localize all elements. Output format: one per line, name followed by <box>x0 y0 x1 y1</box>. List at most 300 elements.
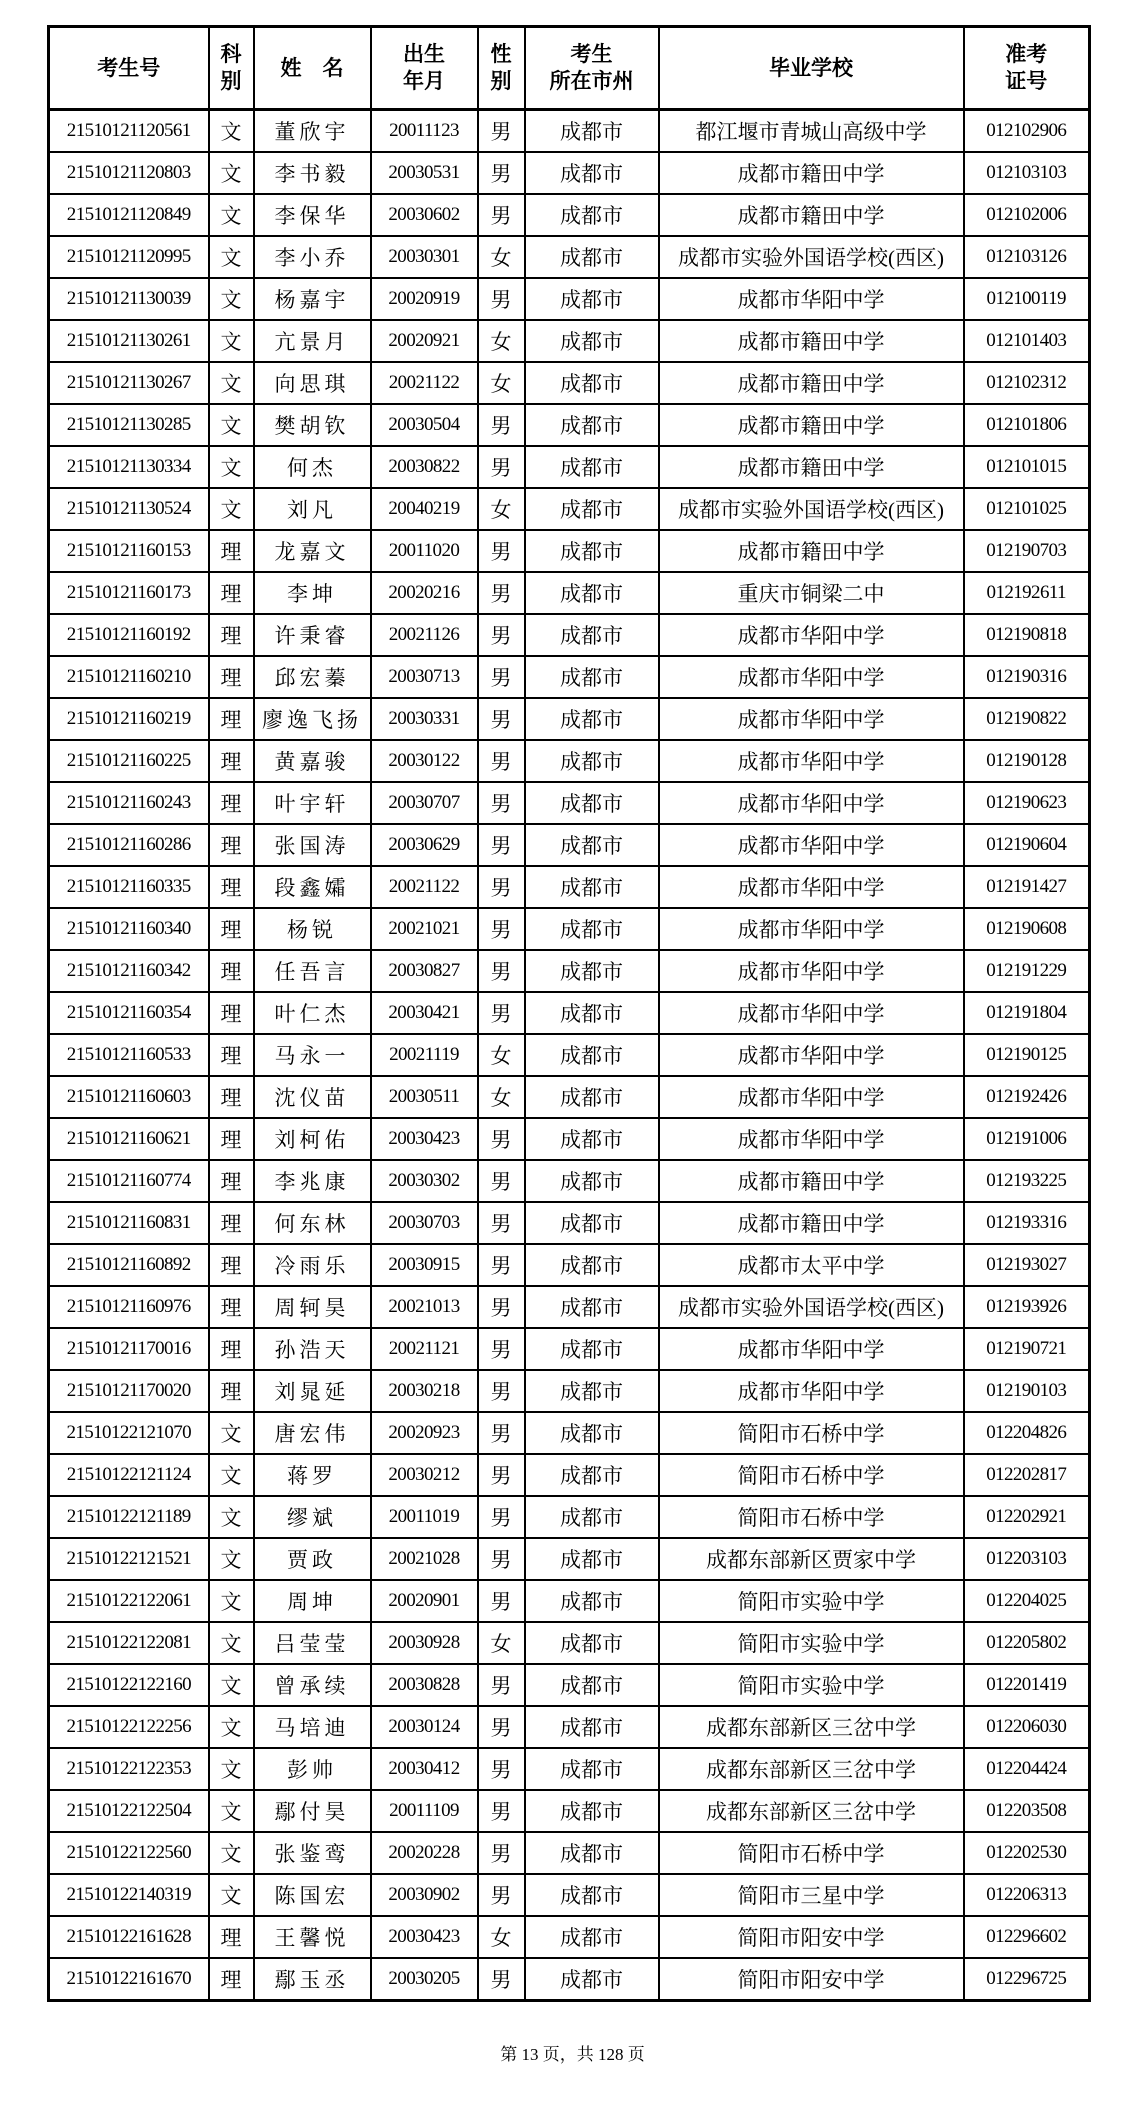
table-row <box>49 824 1090 866</box>
table-row <box>49 1244 1090 1286</box>
cell-gender: 男 <box>478 1244 525 1286</box>
table-row <box>49 362 1090 404</box>
cell-school: 简阳市石桥中学 <box>659 1454 964 1496</box>
header-gender-line2: 别 <box>490 69 512 93</box>
cell-ticket: 012101403 <box>964 320 1090 362</box>
cell-ticket: 012190103 <box>964 1370 1090 1412</box>
cell-ticket: 012103126 <box>964 236 1090 278</box>
cell-city: 成都市 <box>525 320 659 362</box>
cell-name: 刘柯佑 <box>254 1118 371 1160</box>
cell-exam-number: 21510121160976 <box>49 1286 209 1328</box>
cell-exam-number: 21510122122061 <box>49 1580 209 1622</box>
cell-city: 成都市 <box>525 1790 659 1832</box>
cell-name: 龙嘉文 <box>254 530 371 572</box>
header-school: 毕业学校 <box>659 27 964 110</box>
table-row <box>49 1622 1090 1664</box>
cell-school: 成都市华阳中学 <box>659 1076 964 1118</box>
cell-name: 李书毅 <box>254 152 371 194</box>
cell-exam-number: 21510121130285 <box>49 404 209 446</box>
table-row <box>49 1118 1090 1160</box>
cell-birth: 20011019 <box>371 1496 478 1538</box>
cell-exam-number: 21510121170016 <box>49 1328 209 1370</box>
table-row <box>49 1832 1090 1874</box>
cell-exam-number: 21510122122353 <box>49 1748 209 1790</box>
cell-school: 简阳市石桥中学 <box>659 1832 964 1874</box>
cell-birth: 20030423 <box>371 1916 478 1958</box>
cell-gender: 女 <box>478 320 525 362</box>
cell-name: 许秉睿 <box>254 614 371 656</box>
cell-gender: 男 <box>478 950 525 992</box>
cell-name: 樊胡钦 <box>254 404 371 446</box>
cell-ticket: 012191427 <box>964 866 1090 908</box>
cell-city: 成都市 <box>525 1286 659 1328</box>
cell-school: 成都市籍田中学 <box>659 362 964 404</box>
cell-name: 周轲昊 <box>254 1286 371 1328</box>
table-row <box>49 1958 1090 2001</box>
cell-city: 成都市 <box>525 236 659 278</box>
header-subject <box>209 27 254 110</box>
cell-city: 成都市 <box>525 740 659 782</box>
table-row <box>49 1706 1090 1748</box>
cell-gender: 女 <box>478 1034 525 1076</box>
cell-city: 成都市 <box>525 404 659 446</box>
cell-subject: 理 <box>209 1244 254 1286</box>
table-body <box>49 110 1090 2001</box>
cell-birth: 20021126 <box>371 614 478 656</box>
header-subject-line1: 科 <box>220 42 242 66</box>
cell-exam-number: 21510121160533 <box>49 1034 209 1076</box>
cell-birth: 20030302 <box>371 1160 478 1202</box>
cell-birth: 20030212 <box>371 1454 478 1496</box>
cell-gender: 男 <box>478 992 525 1034</box>
cell-city: 成都市 <box>525 698 659 740</box>
table-row <box>49 572 1090 614</box>
cell-birth: 20030511 <box>371 1076 478 1118</box>
cell-gender: 男 <box>478 1748 525 1790</box>
cell-exam-number: 21510121160335 <box>49 866 209 908</box>
cell-city: 成都市 <box>525 614 659 656</box>
cell-ticket: 012191804 <box>964 992 1090 1034</box>
cell-city: 成都市 <box>525 1958 659 2001</box>
cell-city: 成都市 <box>525 1664 659 1706</box>
cell-city: 成都市 <box>525 152 659 194</box>
cell-school: 成都东部新区三岔中学 <box>659 1790 964 1832</box>
cell-exam-number: 21510121160340 <box>49 908 209 950</box>
cell-school: 成都市华阳中学 <box>659 1328 964 1370</box>
cell-subject: 理 <box>209 1916 254 1958</box>
cell-city: 成都市 <box>525 1076 659 1118</box>
cell-school: 成都市华阳中学 <box>659 1034 964 1076</box>
table-row <box>49 1370 1090 1412</box>
cell-exam-number: 21510121120561 <box>49 110 209 153</box>
cell-subject: 文 <box>209 1496 254 1538</box>
cell-gender: 男 <box>478 1664 525 1706</box>
cell-exam-number: 21510121130524 <box>49 488 209 530</box>
table-row <box>49 1412 1090 1454</box>
header-gender <box>478 27 525 110</box>
cell-gender: 女 <box>478 1916 525 1958</box>
cell-name: 吕莹莹 <box>254 1622 371 1664</box>
table-row <box>49 152 1090 194</box>
cell-school: 成都市籍田中学 <box>659 152 964 194</box>
cell-school: 成都市华阳中学 <box>659 278 964 320</box>
cell-birth: 20030828 <box>371 1664 478 1706</box>
cell-gender: 男 <box>478 1328 525 1370</box>
cell-city: 成都市 <box>525 1454 659 1496</box>
table-row <box>49 1202 1090 1244</box>
cell-birth: 20011109 <box>371 1790 478 1832</box>
cell-ticket: 012190721 <box>964 1328 1090 1370</box>
table-row <box>49 1916 1090 1958</box>
table-row <box>49 320 1090 362</box>
cell-exam-number: 21510121160603 <box>49 1076 209 1118</box>
cell-subject: 文 <box>209 1874 254 1916</box>
cell-name: 缪斌 <box>254 1496 371 1538</box>
table-row <box>49 698 1090 740</box>
cell-exam-number: 21510121160892 <box>49 1244 209 1286</box>
cell-ticket: 012101015 <box>964 446 1090 488</box>
cell-name: 唐宏伟 <box>254 1412 371 1454</box>
cell-gender: 男 <box>478 1286 525 1328</box>
cell-birth: 20021028 <box>371 1538 478 1580</box>
admission-list-table <box>47 25 1091 2002</box>
cell-school: 成都市华阳中学 <box>659 698 964 740</box>
cell-subject: 理 <box>209 572 254 614</box>
cell-birth: 20021121 <box>371 1328 478 1370</box>
header-exam-number: 考生号 <box>49 27 209 110</box>
cell-ticket: 012190703 <box>964 530 1090 572</box>
cell-name: 王馨悦 <box>254 1916 371 1958</box>
header-name: 姓 名 <box>254 27 371 110</box>
cell-name: 何杰 <box>254 446 371 488</box>
cell-exam-number: 21510121160153 <box>49 530 209 572</box>
cell-subject: 文 <box>209 1412 254 1454</box>
cell-birth: 20030504 <box>371 404 478 446</box>
cell-school: 成都市太平中学 <box>659 1244 964 1286</box>
table-row <box>49 1874 1090 1916</box>
cell-exam-number: 21510121130039 <box>49 278 209 320</box>
cell-birth: 20030915 <box>371 1244 478 1286</box>
cell-subject: 文 <box>209 488 254 530</box>
cell-subject: 文 <box>209 446 254 488</box>
cell-subject: 理 <box>209 656 254 698</box>
cell-subject: 理 <box>209 1076 254 1118</box>
cell-ticket: 012191229 <box>964 950 1090 992</box>
cell-exam-number: 21510121160774 <box>49 1160 209 1202</box>
table-row <box>49 530 1090 572</box>
cell-exam-number: 21510122122081 <box>49 1622 209 1664</box>
cell-school: 简阳市实验中学 <box>659 1664 964 1706</box>
cell-gender: 男 <box>478 1202 525 1244</box>
cell-gender: 男 <box>478 1832 525 1874</box>
cell-gender: 男 <box>478 1580 525 1622</box>
cell-name: 鄢玉丞 <box>254 1958 371 2001</box>
cell-name: 刘晁延 <box>254 1370 371 1412</box>
table-row <box>49 1076 1090 1118</box>
cell-exam-number: 21510122122256 <box>49 1706 209 1748</box>
cell-gender: 男 <box>478 866 525 908</box>
cell-subject: 文 <box>209 362 254 404</box>
cell-gender: 男 <box>478 278 525 320</box>
cell-city: 成都市 <box>525 1706 659 1748</box>
cell-ticket: 012203508 <box>964 1790 1090 1832</box>
cell-name: 沈仪苗 <box>254 1076 371 1118</box>
cell-name: 贾政 <box>254 1538 371 1580</box>
cell-ticket: 012193316 <box>964 1202 1090 1244</box>
cell-city: 成都市 <box>525 1496 659 1538</box>
cell-school: 简阳市石桥中学 <box>659 1496 964 1538</box>
cell-gender: 男 <box>478 656 525 698</box>
cell-ticket: 012201419 <box>964 1664 1090 1706</box>
cell-birth: 20030703 <box>371 1202 478 1244</box>
cell-subject: 文 <box>209 1454 254 1496</box>
cell-birth: 20030531 <box>371 152 478 194</box>
cell-gender: 男 <box>478 1874 525 1916</box>
cell-ticket: 012204025 <box>964 1580 1090 1622</box>
cell-name: 李坤 <box>254 572 371 614</box>
cell-ticket: 012191006 <box>964 1118 1090 1160</box>
cell-school: 成都市籍田中学 <box>659 1160 964 1202</box>
cell-exam-number: 21510121160286 <box>49 824 209 866</box>
cell-gender: 女 <box>478 488 525 530</box>
table-row <box>49 782 1090 824</box>
cell-city: 成都市 <box>525 1874 659 1916</box>
cell-name: 鄢付昊 <box>254 1790 371 1832</box>
cell-city: 成都市 <box>525 782 659 824</box>
table-row <box>49 950 1090 992</box>
cell-exam-number: 21510121160354 <box>49 992 209 1034</box>
cell-school: 成都市华阳中学 <box>659 950 964 992</box>
cell-city: 成都市 <box>525 1580 659 1622</box>
cell-ticket: 012193926 <box>964 1286 1090 1328</box>
cell-name: 廖逸飞扬 <box>254 698 371 740</box>
cell-subject: 文 <box>209 1538 254 1580</box>
cell-name: 马永一 <box>254 1034 371 1076</box>
cell-city: 成都市 <box>525 446 659 488</box>
cell-school: 成都市籍田中学 <box>659 194 964 236</box>
table-row <box>49 1034 1090 1076</box>
cell-name: 李小乔 <box>254 236 371 278</box>
cell-name: 曾承续 <box>254 1664 371 1706</box>
table-row <box>49 1160 1090 1202</box>
table-row <box>49 236 1090 278</box>
cell-name: 向思琪 <box>254 362 371 404</box>
table-row <box>49 278 1090 320</box>
cell-gender: 男 <box>478 1790 525 1832</box>
table-row <box>49 1328 1090 1370</box>
cell-exam-number: 21510121160243 <box>49 782 209 824</box>
cell-name: 叶仁杰 <box>254 992 371 1034</box>
cell-name: 杨嘉宇 <box>254 278 371 320</box>
cell-exam-number: 21510121160621 <box>49 1118 209 1160</box>
cell-city: 成都市 <box>525 1370 659 1412</box>
cell-school: 简阳市阳安中学 <box>659 1958 964 2001</box>
cell-gender: 男 <box>478 740 525 782</box>
cell-gender: 男 <box>478 1412 525 1454</box>
cell-school: 成都市实验外国语学校(西区) <box>659 1286 964 1328</box>
cell-subject: 理 <box>209 782 254 824</box>
cell-exam-number: 21510121160831 <box>49 1202 209 1244</box>
cell-birth: 20030707 <box>371 782 478 824</box>
cell-school: 简阳市石桥中学 <box>659 1412 964 1454</box>
table-row <box>49 992 1090 1034</box>
cell-school: 都江堰市青城山高级中学 <box>659 110 964 153</box>
cell-birth: 20020921 <box>371 320 478 362</box>
cell-ticket: 012101806 <box>964 404 1090 446</box>
cell-subject: 理 <box>209 908 254 950</box>
cell-city: 成都市 <box>525 1832 659 1874</box>
cell-school: 成都市实验外国语学校(西区) <box>659 236 964 278</box>
cell-city: 成都市 <box>525 278 659 320</box>
cell-name: 陈国宏 <box>254 1874 371 1916</box>
cell-gender: 男 <box>478 1538 525 1580</box>
cell-school: 简阳市三星中学 <box>659 1874 964 1916</box>
cell-birth: 20030122 <box>371 740 478 782</box>
cell-name: 周坤 <box>254 1580 371 1622</box>
table-row <box>49 404 1090 446</box>
cell-city: 成都市 <box>525 1244 659 1286</box>
cell-subject: 理 <box>209 698 254 740</box>
cell-name: 黄嘉骏 <box>254 740 371 782</box>
cell-subject: 理 <box>209 1118 254 1160</box>
cell-gender: 男 <box>478 152 525 194</box>
cell-subject: 文 <box>209 320 254 362</box>
cell-gender: 男 <box>478 194 525 236</box>
cell-exam-number: 21510121120995 <box>49 236 209 278</box>
cell-ticket: 012102006 <box>964 194 1090 236</box>
cell-subject: 理 <box>209 1958 254 2001</box>
cell-subject: 理 <box>209 1034 254 1076</box>
table-row <box>49 908 1090 950</box>
cell-exam-number: 21510122122504 <box>49 1790 209 1832</box>
header-ticket <box>964 27 1090 110</box>
table-row <box>49 1790 1090 1832</box>
cell-subject: 文 <box>209 278 254 320</box>
cell-school: 成都市实验外国语学校(西区) <box>659 488 964 530</box>
cell-school: 成都市华阳中学 <box>659 740 964 782</box>
cell-subject: 文 <box>209 1832 254 1874</box>
cell-birth: 20030301 <box>371 236 478 278</box>
table-row <box>49 446 1090 488</box>
cell-name: 李保华 <box>254 194 371 236</box>
cell-gender: 女 <box>478 1622 525 1664</box>
cell-birth: 20030713 <box>371 656 478 698</box>
cell-subject: 理 <box>209 530 254 572</box>
cell-subject: 理 <box>209 1370 254 1412</box>
cell-exam-number: 21510121160342 <box>49 950 209 992</box>
cell-gender: 男 <box>478 446 525 488</box>
cell-city: 成都市 <box>525 656 659 698</box>
cell-school: 成都市华阳中学 <box>659 866 964 908</box>
cell-city: 成都市 <box>525 488 659 530</box>
cell-birth: 20030928 <box>371 1622 478 1664</box>
cell-exam-number: 21510122140319 <box>49 1874 209 1916</box>
cell-subject: 文 <box>209 1706 254 1748</box>
cell-birth: 20030331 <box>371 698 478 740</box>
table-row <box>49 194 1090 236</box>
cell-exam-number: 21510121160173 <box>49 572 209 614</box>
cell-subject: 文 <box>209 110 254 153</box>
cell-city: 成都市 <box>525 362 659 404</box>
cell-ticket: 012296602 <box>964 1916 1090 1958</box>
cell-exam-number: 21510122122160 <box>49 1664 209 1706</box>
cell-school: 成都东部新区贾家中学 <box>659 1538 964 1580</box>
cell-name: 彭帅 <box>254 1748 371 1790</box>
cell-name: 叶宇轩 <box>254 782 371 824</box>
table-row <box>49 1496 1090 1538</box>
cell-name: 段鑫孀 <box>254 866 371 908</box>
cell-city: 成都市 <box>525 530 659 572</box>
cell-birth: 20020228 <box>371 1832 478 1874</box>
cell-name: 马培迪 <box>254 1706 371 1748</box>
cell-subject: 理 <box>209 1202 254 1244</box>
cell-city: 成都市 <box>525 1328 659 1370</box>
cell-name: 何东林 <box>254 1202 371 1244</box>
cell-city: 成都市 <box>525 1202 659 1244</box>
cell-gender: 男 <box>478 1958 525 2001</box>
cell-ticket: 012204424 <box>964 1748 1090 1790</box>
cell-gender: 男 <box>478 614 525 656</box>
cell-city: 成都市 <box>525 950 659 992</box>
table-row <box>49 488 1090 530</box>
cell-school: 成都市华阳中学 <box>659 656 964 698</box>
cell-ticket: 012193225 <box>964 1160 1090 1202</box>
cell-subject: 文 <box>209 404 254 446</box>
header-city-line1: 考生 <box>570 42 613 66</box>
cell-birth: 20020923 <box>371 1412 478 1454</box>
table-row <box>49 1286 1090 1328</box>
header-ticket-text: 准考证号 <box>1005 42 1048 93</box>
cell-city: 成都市 <box>525 908 659 950</box>
cell-birth: 20021122 <box>371 362 478 404</box>
header-city-line2: 所在市州 <box>549 69 634 93</box>
cell-school: 成都市华阳中学 <box>659 1118 964 1160</box>
cell-city: 成都市 <box>525 824 659 866</box>
table-row <box>49 110 1090 153</box>
cell-ticket: 012190316 <box>964 656 1090 698</box>
cell-city: 成都市 <box>525 866 659 908</box>
cell-birth: 20030205 <box>371 1958 478 2001</box>
cell-name: 孙浩天 <box>254 1328 371 1370</box>
cell-gender: 男 <box>478 1454 525 1496</box>
cell-exam-number: 21510121130267 <box>49 362 209 404</box>
cell-ticket: 012203103 <box>964 1538 1090 1580</box>
cell-birth: 20030124 <box>371 1706 478 1748</box>
cell-subject: 文 <box>209 152 254 194</box>
cell-city: 成都市 <box>525 1748 659 1790</box>
cell-school: 成都市华阳中学 <box>659 908 964 950</box>
cell-school: 成都东部新区三岔中学 <box>659 1706 964 1748</box>
cell-ticket: 012206313 <box>964 1874 1090 1916</box>
cell-ticket: 012190128 <box>964 740 1090 782</box>
cell-name: 杨锐 <box>254 908 371 950</box>
cell-birth: 20030412 <box>371 1748 478 1790</box>
cell-name: 任吾言 <box>254 950 371 992</box>
cell-ticket: 012205802 <box>964 1622 1090 1664</box>
header-subject-line2: 别 <box>220 69 242 93</box>
cell-gender: 男 <box>478 404 525 446</box>
cell-subject: 理 <box>209 950 254 992</box>
cell-city: 成都市 <box>525 1916 659 1958</box>
cell-subject: 理 <box>209 614 254 656</box>
cell-exam-number: 21510121130261 <box>49 320 209 362</box>
cell-ticket: 012204826 <box>964 1412 1090 1454</box>
cell-school: 成都东部新区三岔中学 <box>659 1748 964 1790</box>
cell-exam-number: 21510121120849 <box>49 194 209 236</box>
cell-city: 成都市 <box>525 194 659 236</box>
cell-school: 成都市籍田中学 <box>659 1202 964 1244</box>
cell-exam-number: 21510122121189 <box>49 1496 209 1538</box>
